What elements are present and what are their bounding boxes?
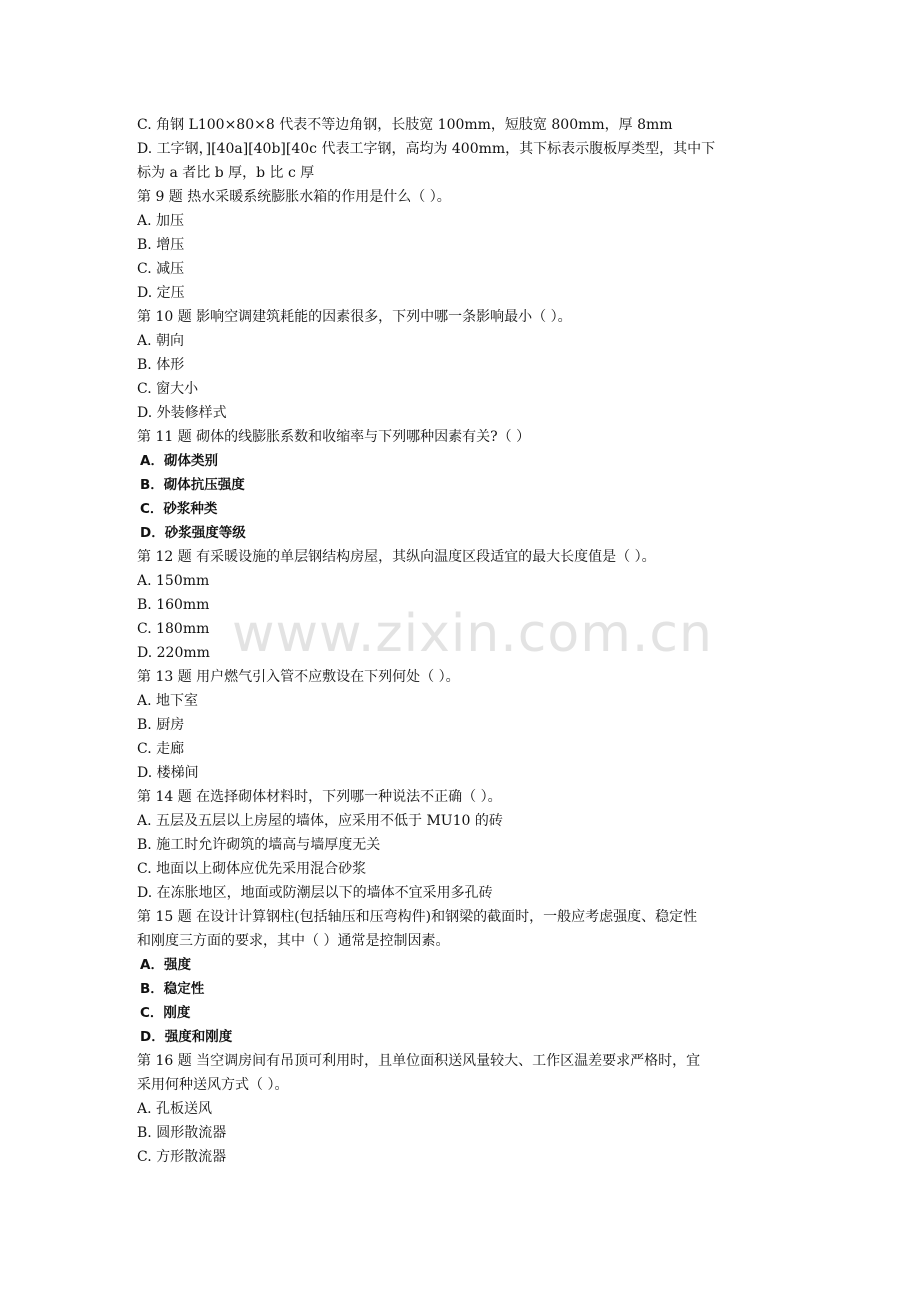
text-line: A. 孔板送风 [137,1101,213,1117]
text-line: C. 方形散流器 [137,1149,227,1165]
text-line: C. 地面以上砌体应优先采用混合砂浆 [137,861,367,877]
text-line: D．砂浆强度等级 [140,525,246,541]
text-line: B. 体形 [137,357,185,373]
text-line: A. 150mm [137,573,210,589]
text-line: C．砂浆种类 [140,501,218,517]
text-line: D. 外装修样式 [137,405,227,421]
text-line: D. 楼梯间 [137,765,199,781]
text-line: A. 朝向 [137,333,185,349]
text-line: 第 16 题 当空调房间有吊顶可利用时，且单位面积送风量较大、工作区温差要求严格时，宜 [137,1053,701,1069]
text-line: A. 加压 [137,213,185,229]
text-line: D. 220mm [137,645,210,661]
text-line: 第 11 题 砌体的线膨胀系数和收缩率与下列哪种因素有关?（ ） [137,429,531,445]
text-line: B．砌体抗压强度 [140,477,245,493]
text-line: B．稳定性 [140,981,205,997]
text-line: B. 厨房 [137,717,185,733]
text-line: A. 五层及五层以上房屋的墙体，应采用不低于 MU10 的砖 [137,813,503,829]
text-line: C. 走廊 [137,741,185,757]
text-line: 第 10 题 影响空调建筑耗能的因素很多，下列中哪一条影响最小（ ）。 [137,309,572,325]
text-line: A. 地下室 [137,693,199,709]
text-line: C. 180mm [137,621,210,637]
text-line: D. 定压 [137,285,185,301]
text-line: 第 12 题 有采暖设施的单层钢结构房屋，其纵向温度区段适宜的最大长度值是（ ）。 [137,549,656,565]
text-line: 第 14 题 在选择砌体材料时，下列哪一种说法不正确（ ）。 [137,789,502,805]
text-line: B. 160mm [137,597,210,613]
text-line: B. 增压 [137,237,185,253]
document-body [137,113,789,1169]
text-line: B. 施工时允许砌筑的墙高与墙厚度无关 [137,837,381,853]
text-line: 第 15 题 在设计计算钢柱(包括轴压和压弯构件)和钢梁的截面时，一般应考虑强度、稳定性 [137,909,698,925]
text-line: 第 13 题 用户燃气引入管不应敷设在下列何处（ ）。 [137,669,460,685]
text-line: D. 在冻胀地区，地面或防潮层以下的墙体不宜采用多孔砖 [137,885,493,901]
text-line: B. 圆形散流器 [137,1125,227,1141]
text-line: D．强度和刚度 [140,1029,233,1045]
text-line: 第 9 题 热水采暖系统膨胀水箱的作用是什么（ ）。 [137,189,451,205]
text-line: C. 角钢 L100×80×8 代表不等边角钢，长肢宽 100mm，短肢宽 800mm，厚 8mm [137,117,673,133]
text-line: A．强度 [140,957,191,973]
watermark-text: www.zixin.com.cn [232,604,713,664]
text-line: 和刚度三方面的要求，其中（ ）通常是控制因素。 [137,933,450,949]
text-line: C. 窗大小 [137,381,199,397]
text-line: 标为 a 者比 b 厚，b 比 c 厚 [137,165,315,181]
text-line: C. 减压 [137,261,185,277]
text-line: C．刚度 [140,1005,191,1021]
text-line: D. 工字钢，][40a][40b][40c 代表工字钢，高均为 400mm，其下标表示腹板厚类型，其中下 [137,141,716,157]
text-line: 采用何种送风方式（ ）。 [137,1077,289,1093]
text-line: A．砌体类别 [140,453,218,469]
